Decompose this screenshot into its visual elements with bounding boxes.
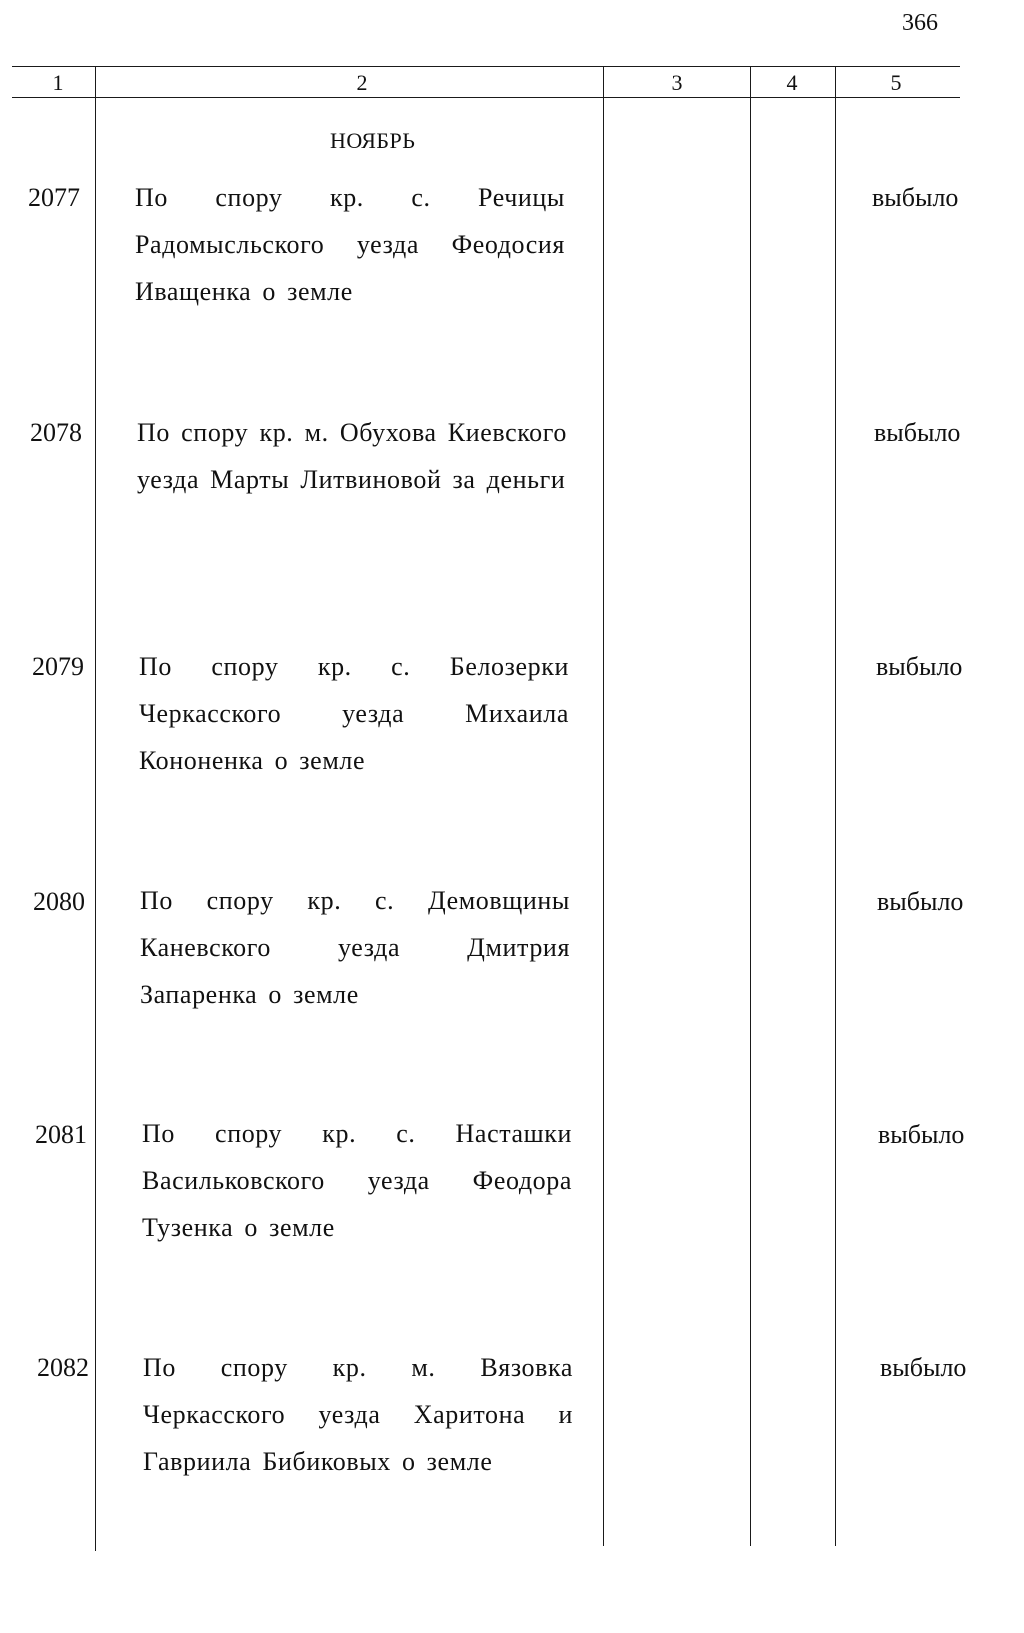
- page-number: 366: [902, 10, 938, 36]
- column-divider-1: [95, 66, 96, 1551]
- row-description: По спору кр. с. Демовщины Каневского уезда Дмитрия Запаренка о земле: [140, 886, 570, 1009]
- row-status: выбыло: [876, 652, 963, 681]
- row-status: выбыло: [874, 418, 961, 447]
- row-description: По спору кр. м. Вязовка Черкасского уезда Харитона и Гавриила Бибиковых о земле: [143, 1353, 573, 1476]
- row-description: По спору кр. с. Речицы Радомысльского уезда Феодосия Иващенка о земле: [135, 183, 565, 306]
- row-number: 2081: [35, 1120, 87, 1149]
- header-bottom-rule: [12, 97, 960, 98]
- column-divider-4: [835, 66, 836, 1546]
- row-status: выбыло: [880, 1353, 967, 1382]
- column-header-3: 3: [671, 70, 683, 95]
- row-status: выбыло: [878, 1120, 965, 1149]
- column-header-2: 2: [356, 70, 368, 95]
- row-number: 2080: [33, 887, 85, 916]
- row-number: 2078: [30, 418, 82, 447]
- month-heading: НОЯБРЬ: [330, 128, 416, 153]
- row-status: выбыло: [877, 887, 964, 916]
- row-description: По спору кр. м. Обухова Киевского уезда Марты Литвиновой за деньги: [137, 418, 567, 494]
- row-number: 2079: [32, 652, 84, 681]
- column-header-4: 4: [786, 70, 798, 95]
- row-number: 2082: [37, 1353, 89, 1382]
- column-header-5: 5: [890, 70, 902, 95]
- column-header-1: 1: [52, 70, 64, 95]
- row-status: выбыло: [872, 183, 959, 212]
- column-divider-2: [603, 66, 604, 1546]
- column-divider-3: [750, 66, 751, 1546]
- row-number: 2077: [28, 183, 80, 212]
- header-top-rule: [12, 66, 960, 67]
- row-description: По спору кр. с. Насташки Васильковского уезда Феодора Тузенка о земле: [142, 1119, 572, 1242]
- row-description: По спору кр. с. Белозерки Черкасского уезда Михаила Кононенка о земле: [139, 652, 569, 775]
